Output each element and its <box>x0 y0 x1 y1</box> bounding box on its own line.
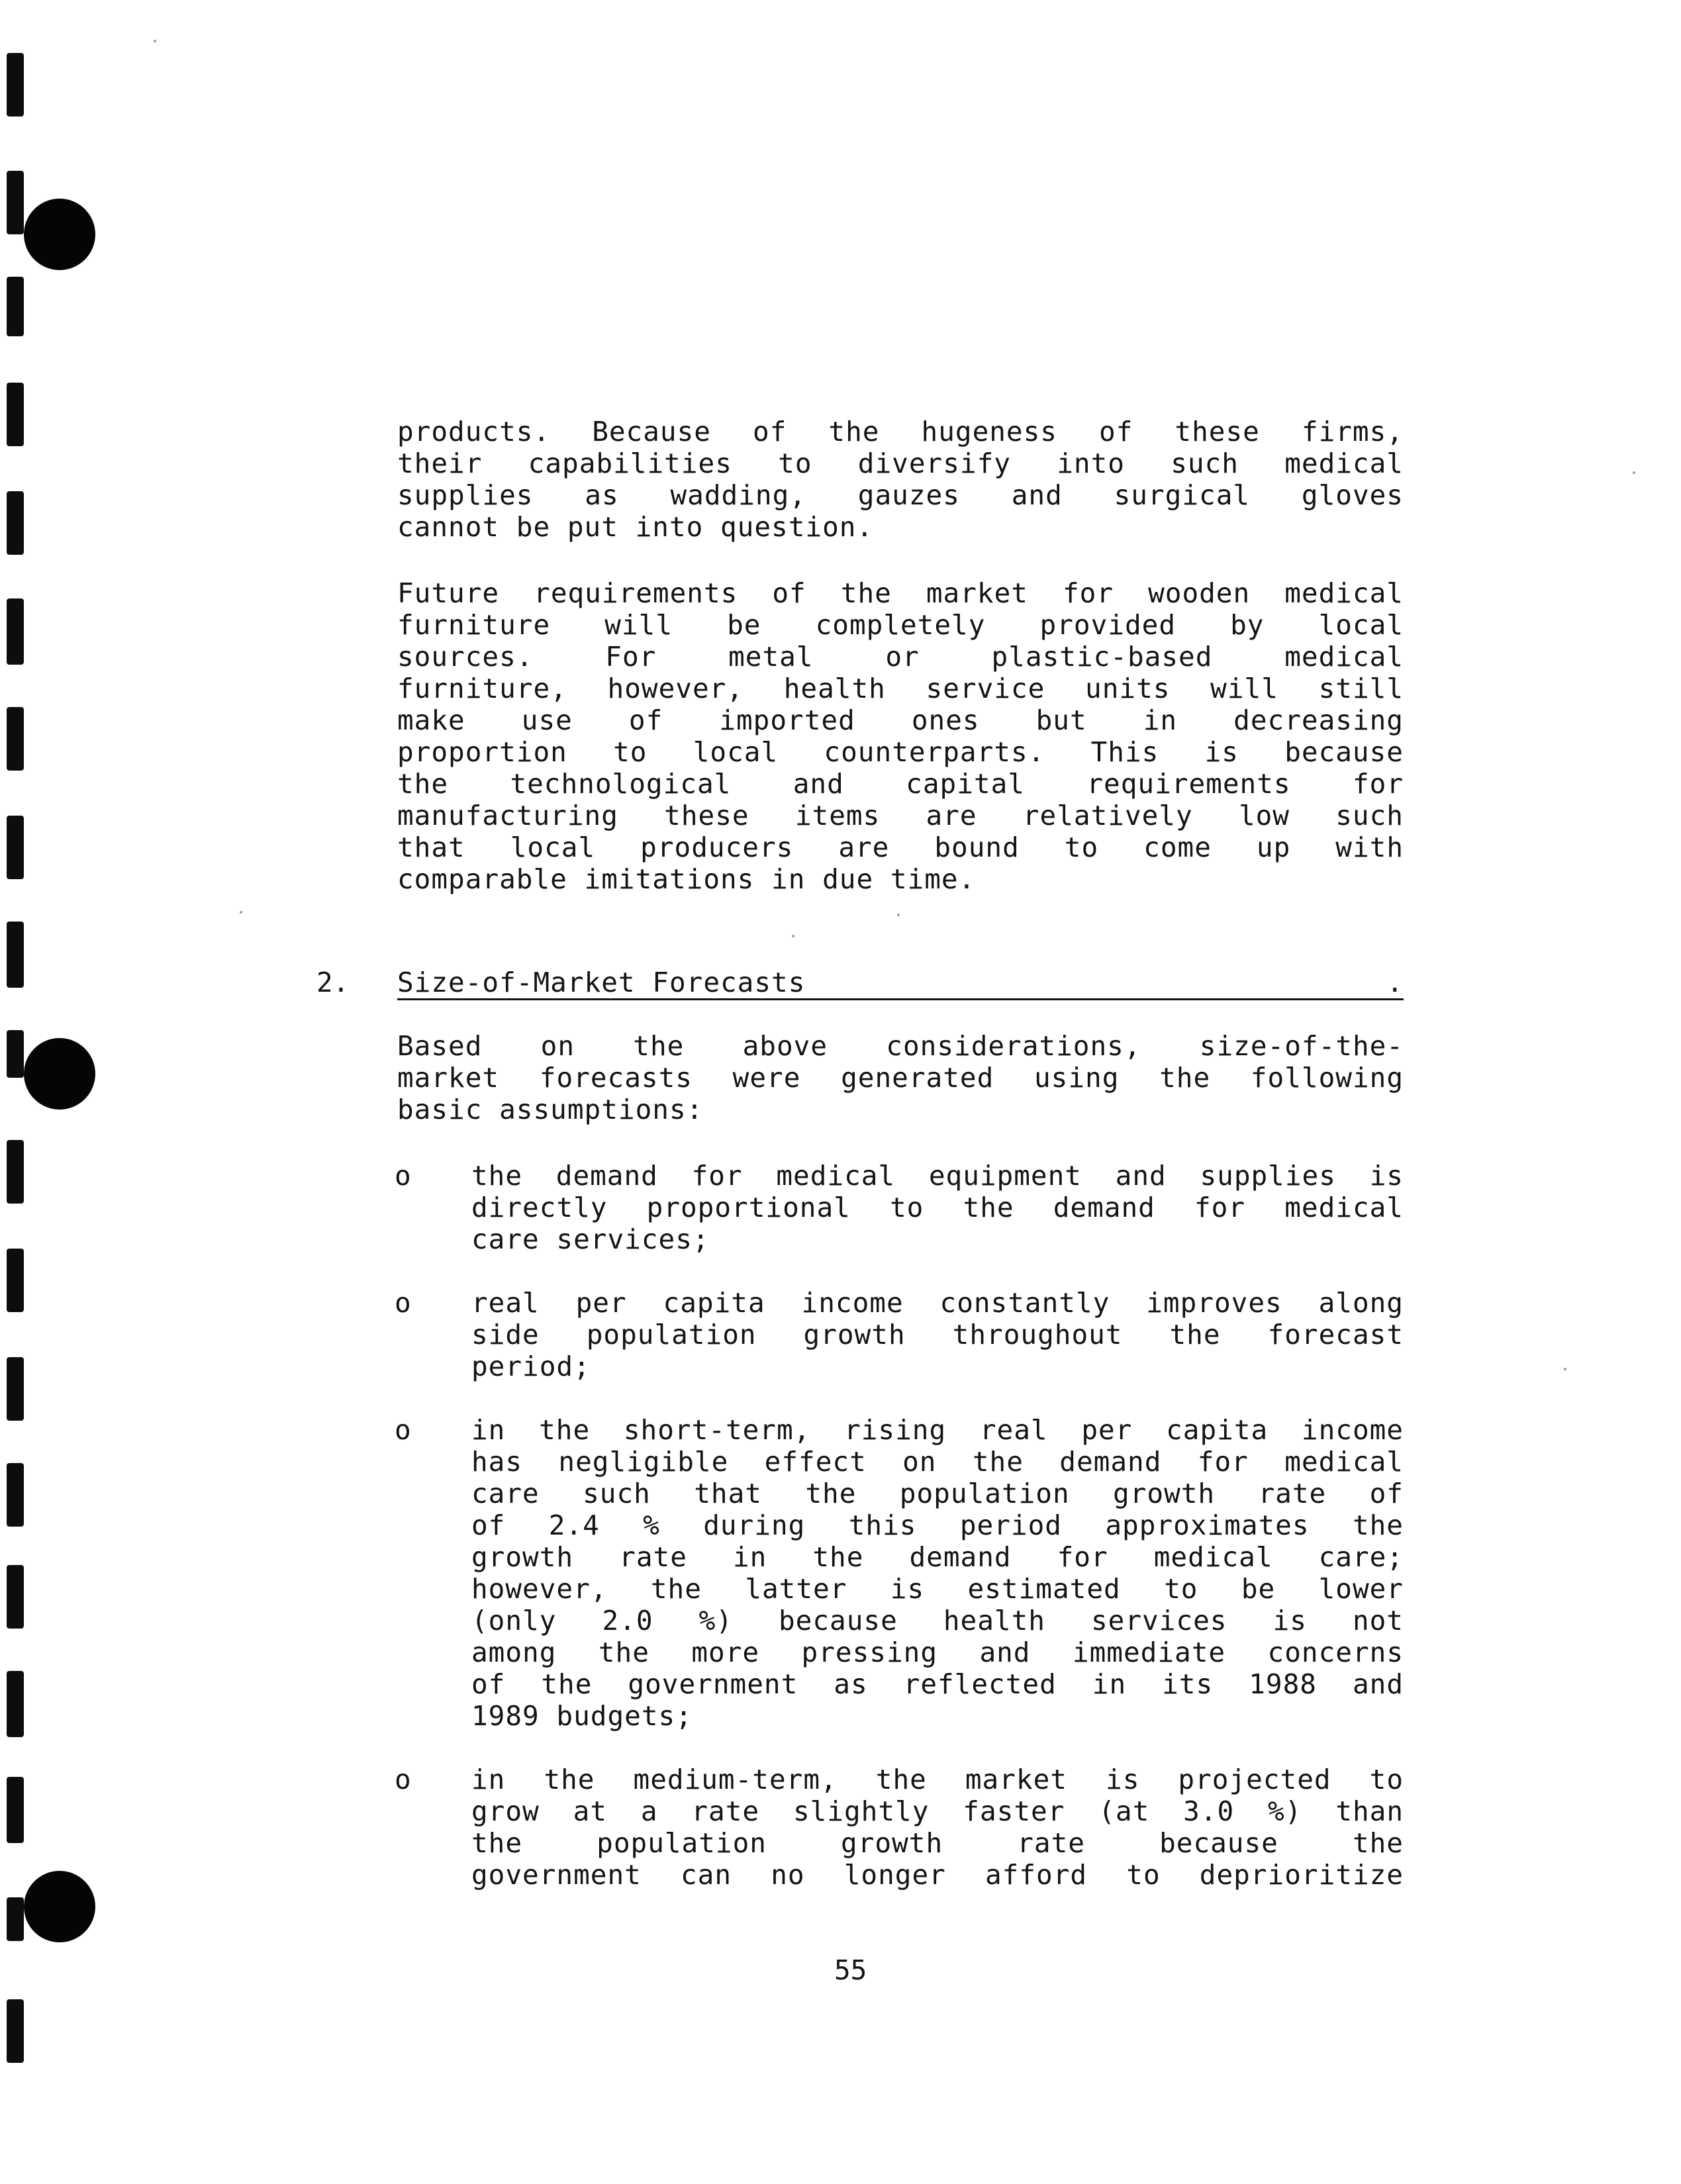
text-line: market forecasts were generated using the following <box>397 1062 1404 1094</box>
paragraph-intro <box>397 1030 1404 1125</box>
scan-speck <box>1564 1368 1566 1370</box>
scan-speck <box>154 40 156 42</box>
text-line: proportion to local counterparts. This is because <box>397 736 1404 768</box>
binding-mark <box>7 1030 24 1078</box>
page-number: 55 <box>834 1954 867 1986</box>
binding-hole <box>24 199 95 270</box>
binding-mark <box>7 707 24 771</box>
section-trailing-mark: . <box>1386 967 1404 998</box>
bullet-text <box>471 1287 1404 1382</box>
text-line: 1989 budgets; <box>471 1700 693 1732</box>
text-line: Future requirements of the market for wooden medical <box>397 577 1404 609</box>
text-line: government can no longer afford to deprioritize <box>471 1859 1404 1891</box>
text-line: make use of imported ones but in decreasing <box>397 704 1404 736</box>
bullet-marker: o <box>395 1414 411 1446</box>
text-line: directly proportional to the demand for medical <box>471 1192 1404 1223</box>
text-line: sources. For metal or plastic-based medical <box>397 641 1404 673</box>
text-line: cannot be put into question. <box>397 511 874 543</box>
section-heading <box>397 967 1404 1000</box>
scan-speck <box>897 914 900 916</box>
scan-speck <box>240 911 242 914</box>
text-line: furniture, however, health service units will still <box>397 673 1404 704</box>
text-line: growth rate in the demand for medical care; <box>471 1541 1404 1573</box>
binding-mark <box>7 1897 24 1941</box>
binding-hole <box>24 1038 95 1110</box>
binding-mark <box>7 53 24 117</box>
binding-mark <box>7 171 24 234</box>
binding-mark <box>7 1671 24 1737</box>
binding-mark <box>7 1140 24 1204</box>
text-line: in the short-term, rising real per capita income <box>471 1414 1404 1446</box>
binding-mark <box>7 277 24 336</box>
paragraph-future-requirements <box>397 577 1404 895</box>
text-line: basic assumptions: <box>397 1094 704 1125</box>
text-line: furniture will be completely provided by local <box>397 609 1404 641</box>
text-line: (only 2.0 %) because health services is not <box>471 1605 1404 1637</box>
bullet-text <box>471 1764 1404 1891</box>
text-line: has negligible effect on the demand for medical <box>471 1446 1404 1478</box>
bullet-marker: o <box>395 1287 411 1319</box>
text-line: real per capita income constantly improves along <box>471 1287 1404 1319</box>
binding-mark <box>7 383 24 446</box>
binding-mark <box>7 1565 24 1629</box>
text-line: the demand for medical equipment and supplies is <box>471 1160 1404 1192</box>
text-line: manufacturing these items are relatively low such <box>397 800 1404 831</box>
text-line: side population growth throughout the forecast <box>471 1319 1404 1351</box>
binding-mark <box>7 816 24 879</box>
binding-mark <box>7 1249 24 1312</box>
bullet-text <box>471 1414 1404 1732</box>
scan-speck <box>792 935 794 937</box>
text-line: period; <box>471 1351 591 1382</box>
text-line: supplies as wadding, gauzes and surgical gloves <box>397 479 1404 511</box>
text-line: of 2.4 % during this period approximates the <box>471 1509 1404 1541</box>
text-line: of the government as reflected in its 1988 and <box>471 1668 1404 1700</box>
text-line: however, the latter is estimated to be lower <box>471 1573 1404 1605</box>
scan-speck <box>1633 471 1635 474</box>
text-line: among the more pressing and immediate concerns <box>471 1637 1404 1668</box>
text-line: comparable imitations in due time. <box>397 863 976 895</box>
text-line: the population growth rate because the <box>471 1827 1404 1859</box>
binding-mark <box>7 491 24 555</box>
bullet-marker: o <box>395 1764 411 1795</box>
text-line: products. Because of the hugeness of these firms, <box>397 416 1404 448</box>
binding-mark <box>7 1999 24 2063</box>
text-line: care services; <box>471 1223 710 1255</box>
binding-mark <box>7 1463 24 1527</box>
text-line: grow at a rate slightly faster (at 3.0 %) than <box>471 1795 1404 1827</box>
text-line: their capabilities to diversify into such medical <box>397 448 1404 479</box>
text-line: Based on the above considerations, size-of-the- <box>397 1030 1404 1062</box>
text-line: the technological and capital requirements for <box>397 768 1404 800</box>
binding-mark <box>7 922 24 988</box>
binding-mark <box>7 1357 24 1421</box>
section-title: Size-of-Market Forecasts <box>397 967 806 998</box>
binding-hole <box>24 1871 95 1942</box>
text-line: that local producers are bound to come up with <box>397 831 1404 863</box>
binding-mark <box>7 1777 24 1843</box>
section-number: 2. <box>316 967 350 998</box>
binding-mark <box>7 598 24 665</box>
bullet-text <box>471 1160 1404 1255</box>
text-line: care such that the population growth rate of <box>471 1478 1404 1509</box>
bullet-marker: o <box>395 1160 411 1192</box>
paragraph-products <box>397 416 1404 543</box>
text-line: in the medium-term, the market is projected to <box>471 1764 1404 1795</box>
